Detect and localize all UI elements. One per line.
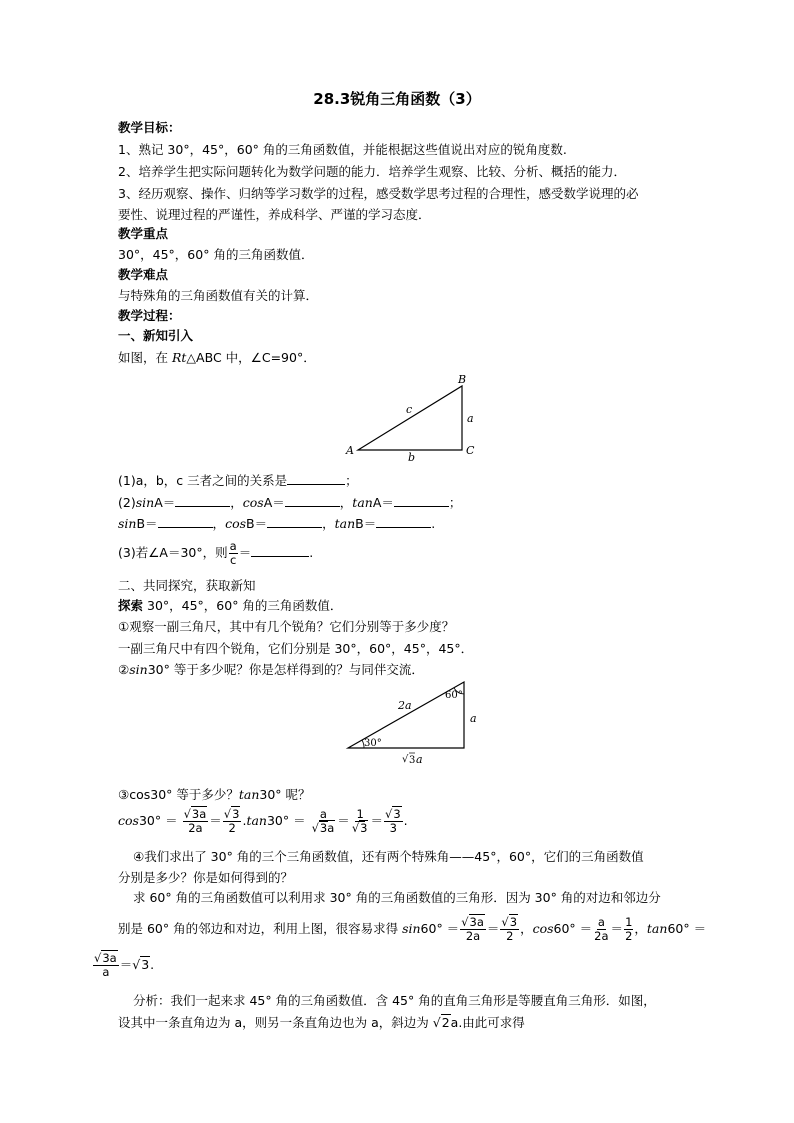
difficulty-heading: 教学难点 [118,267,169,282]
side-a-label: a [467,412,474,425]
process-heading: 教学过程： [118,308,181,323]
objective-item-3-cont: 要性、说理过程的严谨性，养成科学、严谨的学习态度． [118,207,431,222]
para-60-line-3: $\frac{√3a}{a}$ ＝√3. [94,951,155,979]
difficulty-text: 与特殊角的三角函数值有关的计算． [118,288,319,303]
objective-item-2: 2、培养学生把实际问题转化为数学问题的能力．培养学生观察、比较、分析、概括的能力． [118,164,626,179]
answer-blank [376,515,431,528]
step-3: ③cos30° 等于多少？tan30° 呢？ [118,787,311,802]
svg-text:√: √ [402,754,409,765]
para-60-line-2: 别是 60° 角的邻边和对边，利用上图，很容易求得 sin60° ＝ $\frac{√3a}{2a}$ ＝ $\frac{√3}{2}$ ，cos60° ＝ $\frac{a}{2a}$ ＝ $\frac{1}{2}$ ，tan60° ＝ [118,915,707,943]
answer-blank [251,544,309,557]
opposite-side-label: a [470,712,477,725]
step-1-answer: 一副三角尺中有四个锐角，它们分别是 30°，60°，45°，45°． [118,641,474,656]
section1-intro: 如图，在 Rt△ABC 中，∠C=90°． [118,350,316,365]
step-2: ②sin30° 等于多少呢？你是怎样得到的？与同伴交流． [118,662,424,677]
side-b-label: b [408,451,416,462]
para-60-line-1: 求 60° 角的三角函数值可以利用求 30° 角的三角函数值的三角形．因为 30° 角的对边和邻边分 [133,890,661,905]
section1-heading: 一、新知引入 [118,328,194,343]
key-point-heading: 教学重点 [118,226,169,241]
page-title: 28.3锐角三角函数（3） [313,90,481,108]
objective-item-3: 3、经历观察、操作、归纳等学习数学的过程，感受数学思考过程的合理性，感受数学说理的必 [118,186,639,201]
step-4-line-1: ④我们求出了 30° 角的三个三角函数值，还有两个特殊角——45°，60°，它们的三角函数值 [133,849,644,864]
step-4-line-2: 分别是多少？你是如何得到的？ [118,870,294,885]
answer-blank [285,494,340,507]
fraction-a-over-c: $\frac{a}{c}$ [229,539,237,567]
question-2-line-2: sinB＝ ，cosB＝ ，tanB＝ . [118,516,436,531]
answer-blank [267,515,322,528]
triangle-abc-figure [340,370,490,462]
svg-text:3: 3 [409,755,416,766]
analysis-line-2: 设其中一条直角边为 a，则另一条直角边也为 a，斜边为 √2a.由此可求得 [118,1015,525,1030]
answer-blank [158,515,213,528]
answer-blank [287,472,345,485]
answer-blank [175,494,230,507]
adjacent-side-label [402,753,423,766]
triangle-30-60-figure [340,676,480,768]
question-3: (3)若∠A＝30°，则 $\frac{a}{c}$ ＝ . [118,539,314,567]
question-1: (1)a，b，c 三者之间的关系是 ； [118,473,358,488]
vertex-a-label: A [346,444,354,457]
side-c-label: c [406,403,413,416]
angle-60-label: 60° [445,690,463,701]
vertex-b-label: B [458,373,467,386]
section2-heading: 二、共同探究，获取新知 [118,578,256,593]
objective-item-1: 1、熟记 30°，45°，60° 角的三角函数值，并能根据这些值说出对应的锐角度数. [118,142,567,157]
vertex-c-label: C [466,444,475,457]
step-1: ①观察一副三角尺，其中有几个锐角？它们分别等于多少度？ [118,619,455,634]
analysis-line-1: 分析：我们一起来求 45° 角的三角函数值．含 45° 角的直角三角形是等腰直角三角形．如图， [133,993,656,1008]
triangle-abc-shape [358,386,462,450]
key-point-text: 30°，45°，60° 角的三角函数值． [118,247,314,262]
cos30-tan30-formula: cos30° ＝ $\frac{√3a}{2a}$ ＝ $\frac{√3}{2}$ .tan30° ＝ $\frac{a}{√3a}$ ＝ $\frac{1}{√3}$ ＝ $\frac{√3}{3}$ . [118,807,408,835]
svg-text:a: a [416,753,423,766]
question-2-line-1: (2)sinA＝ ，cosA＝ ，tanA＝ ； [118,495,462,510]
explore-line: 探索 30°，45°，60° 角的三角函数值． [118,598,343,613]
hypotenuse-label: 2a [398,699,412,712]
angle-30-label: 30° [364,738,382,749]
answer-blank [394,494,449,507]
objectives-heading: 教学目标： [118,120,181,135]
